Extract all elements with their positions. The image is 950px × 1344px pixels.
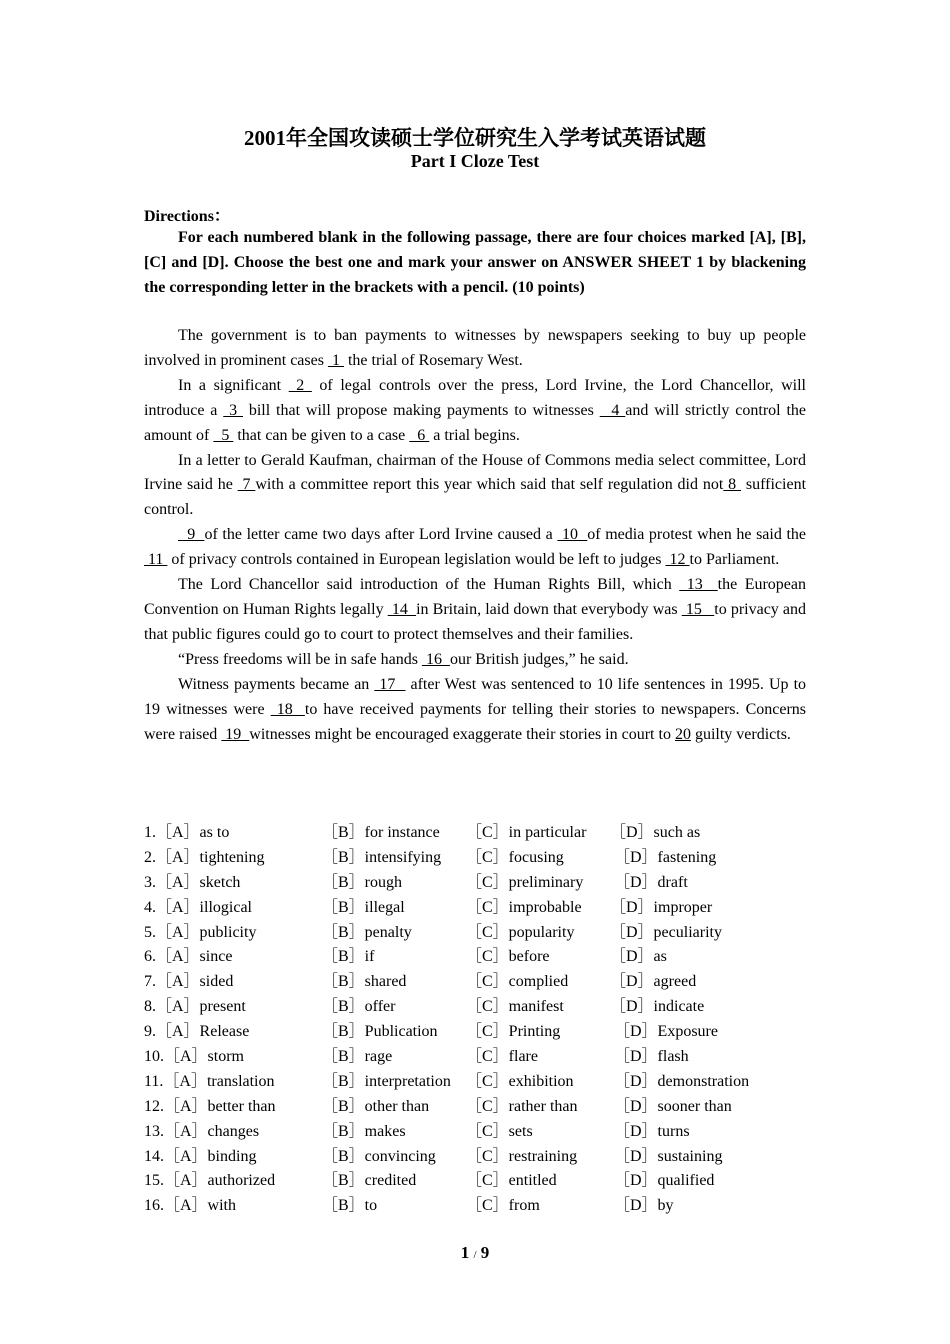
option-a xyxy=(144,1169,275,1194)
section-title: Part I Cloze Test xyxy=(410,151,540,171)
question-number: 7. xyxy=(144,973,156,991)
page-separator: / xyxy=(473,1249,477,1261)
cloze-blank: 10 xyxy=(557,526,588,544)
option-b: ［B］rough xyxy=(322,873,403,891)
passage-text: after West was sentenced to 10 life sentences in 1995. Up to 19 witnesses were xyxy=(144,675,807,718)
directions-text: For each numbered blank in the following passage, there are four choices marked [A], [B], [C] and [D]. Choose the best one and mark your answer on ANSWER SHEET 1 by blackening the corresponding letter in the brackets with a pencil. (10 points) xyxy=(144,229,806,296)
option-a-text: ［A］with xyxy=(164,1197,237,1215)
option-a xyxy=(144,970,233,995)
exam-title: 2001年全国攻读硕士学位研究生入学考试英语试题 xyxy=(244,126,706,150)
option-a-text: ［A］sketch xyxy=(156,873,241,891)
option-c: ［C］restraining xyxy=(466,1147,578,1165)
passage-text: guilty verdicts. xyxy=(690,725,791,743)
option-a xyxy=(144,1120,259,1145)
question-number: 9. xyxy=(144,1023,156,1041)
question-number: 8. xyxy=(144,998,156,1016)
option-b: ［B］intensifying xyxy=(322,848,442,866)
passage-text: the trial of Rosemary West. xyxy=(343,351,523,369)
cloze-blank: 1 xyxy=(327,351,344,369)
question-number: 16. xyxy=(144,1197,164,1215)
option-d: ［D］as xyxy=(610,948,667,966)
cloze-blank: 6 xyxy=(409,426,430,444)
option-c: ［C］exhibition xyxy=(466,1072,574,1090)
page-number xyxy=(0,1243,950,1263)
option-a-text: ［A］illogical xyxy=(156,898,252,916)
option-a-text: ［A］since xyxy=(156,948,233,966)
option-b: ［B］shared xyxy=(322,973,407,991)
option-b: ［B］penalty xyxy=(322,923,412,941)
option-a xyxy=(144,871,240,896)
option-b: ［B］to xyxy=(322,1197,378,1215)
option-b: ［B］convincing xyxy=(322,1147,436,1165)
option-a xyxy=(144,1145,256,1170)
cloze-blank: 13 xyxy=(679,576,718,594)
passage-text: with a committee report this year which said that self regulation did not xyxy=(255,476,724,494)
passage-text: to privacy and that public figures could go to court to protect themselves and their families. xyxy=(144,600,807,643)
passage-paragraph xyxy=(144,523,806,573)
option-d: ［D］agreed xyxy=(610,973,697,991)
option-c: ［C］focusing xyxy=(466,848,564,866)
option-d: ［D］turns xyxy=(610,1122,690,1140)
option-a-text: ［A］sided xyxy=(156,973,234,991)
question-number: 5. xyxy=(144,923,156,941)
passage-text: The government is to ban payments to witnesses by newspapers seeking to buy up people involved in prominent cases xyxy=(144,327,806,369)
cloze-blank: 18 xyxy=(270,700,305,718)
option-a xyxy=(144,1194,236,1219)
passage-paragraph xyxy=(144,648,806,673)
question-number: 14. xyxy=(144,1147,164,1165)
passage-text: witnesses might be encouraged exaggerate their stories in court to xyxy=(249,725,675,743)
cloze-blank: 14 xyxy=(387,600,417,618)
passage-text: and will strictly control the amount of xyxy=(144,401,807,444)
passage-text: bill that will propose making payments to witnesses xyxy=(242,401,600,419)
option-a-text: ［A］publicity xyxy=(156,923,257,941)
option-a-text: ［A］authorized xyxy=(164,1172,276,1190)
question-number: 11. xyxy=(144,1072,164,1090)
option-a xyxy=(144,1045,244,1070)
question-number: 10. xyxy=(144,1048,164,1066)
option-a-text: ［A］tightening xyxy=(156,848,265,866)
passage-text: our British judges,” he said. xyxy=(449,650,629,668)
option-a-text: ［A］as to xyxy=(156,824,230,841)
option-a xyxy=(144,995,246,1020)
option-b: ［B］rage xyxy=(322,1048,393,1066)
option-c: ［C］preliminary xyxy=(466,873,584,891)
cloze-blank: 3 xyxy=(223,401,243,419)
passage-paragraph xyxy=(144,374,806,449)
option-c: ［C］complied xyxy=(466,973,569,991)
passage-paragraph xyxy=(144,324,806,374)
passage-paragraph xyxy=(144,573,806,648)
option-c: ［C］popularity xyxy=(466,923,575,941)
option-d: ［D］sustaining xyxy=(610,1147,723,1165)
question-number: 6. xyxy=(144,948,156,966)
option-d: ［D］improper xyxy=(610,898,713,916)
option-b: ［B］offer xyxy=(322,998,396,1016)
question-number: 15. xyxy=(144,1172,164,1190)
cloze-blank: 7 xyxy=(237,476,256,494)
cloze-blank: 15 xyxy=(681,600,715,618)
option-c: ［C］manifest xyxy=(466,998,564,1016)
option-a xyxy=(144,1070,275,1095)
cloze-passage xyxy=(144,324,806,747)
option-d: ［D］peculiarity xyxy=(610,923,722,941)
option-b: ［B］credited xyxy=(322,1172,417,1190)
option-d: ［D］sooner than xyxy=(610,1097,732,1115)
passage-paragraph xyxy=(144,449,806,524)
total-pages: 9 xyxy=(480,1243,490,1262)
option-b: ［B］if xyxy=(322,948,375,966)
cloze-blank: 5 xyxy=(213,426,234,444)
passage-text: The Lord Chancellor said introduction of the Human Rights Bill, which xyxy=(178,576,680,594)
option-c: ［C］Printing xyxy=(466,1023,561,1041)
cloze-blank: 2 xyxy=(288,376,312,394)
passage-text: of legal controls over the press, Lord Irvine, the Lord Chancellor, will introduce a xyxy=(144,376,807,419)
option-a xyxy=(144,1095,276,1120)
passage-text: of the letter came two days after Lord Irvine caused a xyxy=(204,526,558,544)
option-d: ［D］demonstration xyxy=(610,1072,750,1090)
passage-text: the European Convention on Human Rights legally xyxy=(144,576,806,618)
cloze-blank: 19 xyxy=(221,725,250,743)
option-c: ［C］rather than xyxy=(466,1097,578,1115)
question-number: 13. xyxy=(144,1122,164,1140)
option-a-text: ［A］better than xyxy=(164,1097,276,1115)
passage-text: In a letter to Gerald Kaufman, chairman of the House of Commons media select committee, Lord Irvine said he xyxy=(144,451,806,494)
option-c: ［C］improbable xyxy=(466,898,582,916)
passage-text: “Press freedoms will be in safe hands xyxy=(178,650,422,668)
passage-text: that can be given to a case xyxy=(233,426,410,444)
option-b: ［B］interpretation xyxy=(322,1072,451,1090)
option-c: ［C］from xyxy=(466,1197,540,1215)
option-d: ［D］qualified xyxy=(610,1172,715,1190)
cloze-blank: 4 xyxy=(599,401,626,419)
question-number: 1. xyxy=(144,824,156,841)
option-a xyxy=(144,896,252,921)
option-c: ［C］entitled xyxy=(466,1172,557,1190)
cloze-blank: 17 xyxy=(374,675,406,693)
passage-text: sufficient control. xyxy=(144,476,807,519)
option-a-text: ［A］storm xyxy=(164,1048,245,1066)
option-a-text: ［A］translation xyxy=(163,1072,275,1090)
cloze-blank: 16 xyxy=(421,650,450,668)
option-b: ［B］illegal xyxy=(322,898,405,916)
option-b: ［B］Publication xyxy=(322,1023,438,1041)
passage-text: Witness payments became an xyxy=(178,675,375,693)
option-a-text: ［A］binding xyxy=(164,1147,257,1165)
option-a xyxy=(144,846,264,871)
option-c: ［C］flare xyxy=(466,1048,538,1066)
option-b: ［B］other than xyxy=(322,1097,430,1115)
passage-text: of media protest when he said the xyxy=(587,526,807,544)
option-b: ［B］makes xyxy=(322,1122,406,1140)
option-a-text: ［A］Release xyxy=(156,1023,250,1041)
cloze-blank: 12 xyxy=(665,551,690,569)
current-page: 1 xyxy=(460,1243,470,1262)
cloze-blank: 11 xyxy=(144,551,168,569)
option-a xyxy=(144,1020,249,1045)
passage-paragraph xyxy=(144,673,806,748)
option-d: ［D］by xyxy=(610,1197,674,1215)
option-a-text: ［A］present xyxy=(156,998,246,1016)
passage-text: of privacy controls contained in European legislation would be left to judges xyxy=(167,551,666,569)
question-number: 3. xyxy=(144,873,156,891)
option-a xyxy=(144,821,229,846)
cloze-blank: 9 xyxy=(178,526,205,544)
question-number: 12. xyxy=(144,1097,164,1115)
option-c: ［C］in particular xyxy=(466,824,587,841)
passage-text: in Britain, laid down that everybody was xyxy=(416,600,682,618)
passage-text: a trial begins. xyxy=(429,426,520,444)
question-number: 2. xyxy=(144,848,156,866)
option-d: ［D］such as xyxy=(610,824,701,841)
option-a xyxy=(144,945,232,970)
passage-text: to Parliament. xyxy=(689,551,780,569)
passage-text: In a significant xyxy=(178,376,289,394)
option-c: ［C］sets xyxy=(466,1122,533,1140)
option-d: ［D］draft xyxy=(610,873,688,891)
option-d: ［D］fastening xyxy=(610,848,717,866)
cloze-blank: 8 xyxy=(723,476,742,494)
option-a-text: ［A］changes xyxy=(164,1122,260,1140)
question-number: 4. xyxy=(144,898,156,916)
option-d: ［D］flash xyxy=(610,1048,689,1066)
option-c: ［C］before xyxy=(466,948,550,966)
option-b: ［B］for instance xyxy=(322,824,440,841)
option-a xyxy=(144,921,256,946)
option-d: ［D］Exposure xyxy=(610,1023,718,1041)
option-d: ［D］indicate xyxy=(610,998,705,1016)
passage-text: to have received payments for telling their stories to newspapers. Concerns were raised xyxy=(144,700,807,743)
cloze-blank: 20 xyxy=(674,725,691,743)
directions-label: Directions： xyxy=(144,208,230,225)
